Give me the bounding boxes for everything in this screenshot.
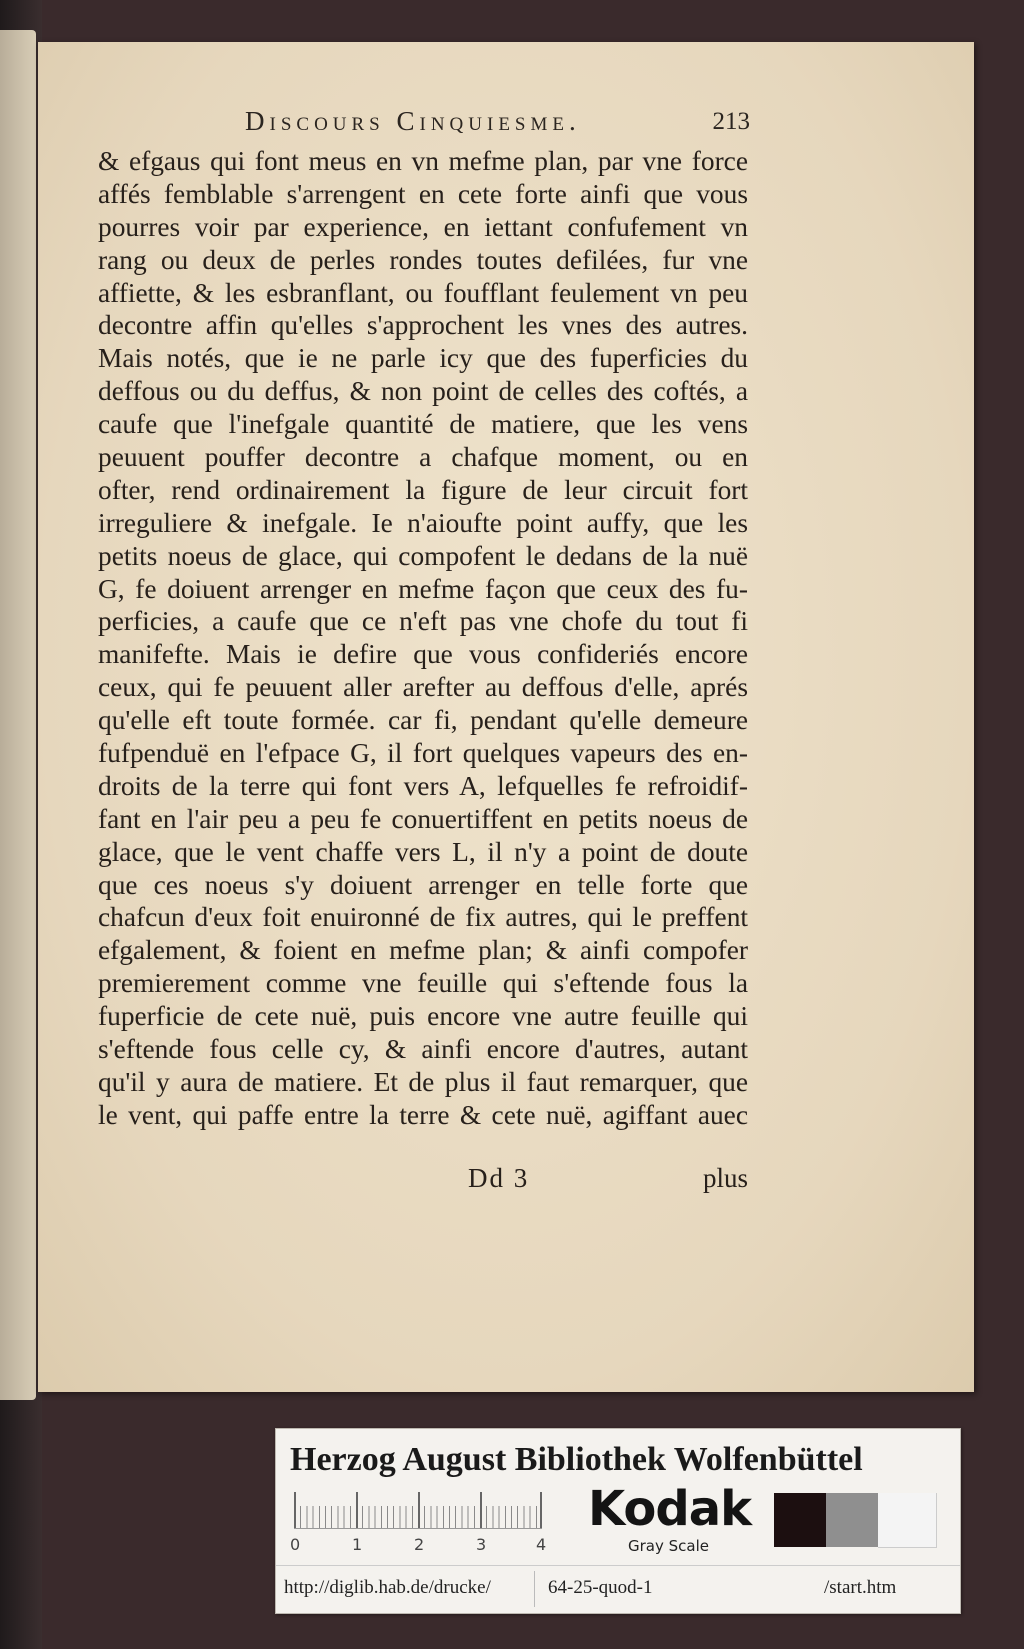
text-line: ceux, qui fe peuuent aller arefter au deffous d'elle, aprés [98, 672, 748, 703]
text-line: glace, que le vent chaffe vers L, il n'y a point de doute [98, 836, 748, 867]
text-line: peuuent pouffer decontre a chafque moment, ou en [98, 442, 748, 473]
catchword: plus [702, 1163, 748, 1193]
ruler-number: 2 [414, 1535, 425, 1554]
text-line: affés femblable s'arrengent en cete forte ainfi que vous [98, 178, 748, 209]
text-line: s'eftende fous celle cy, & ainfi encore d'autres, autant [98, 1034, 748, 1065]
text-line: premierement comme vne feuille qui s'eftende fous la [98, 968, 748, 999]
ruler-number: 4 [536, 1535, 547, 1554]
page-footer [98, 1163, 748, 1197]
gray-patch-white [878, 1493, 937, 1548]
ruler-major-tick [540, 1492, 542, 1528]
gray-patch-black [774, 1493, 826, 1547]
url-base: http://diglib.hab.de/drucke/ [284, 1577, 491, 1598]
body-text [98, 145, 748, 1132]
text-line: rang ou deux de perles rondes toutes defilées, fur vne [98, 244, 748, 275]
previous-page-edge [0, 30, 36, 1400]
ruler-numbers [290, 1535, 550, 1557]
text-line: que ces noeus s'y doiuent arrenger en telle forte que [98, 869, 748, 900]
ruler-major-tick [356, 1492, 358, 1528]
ruler-number: 1 [352, 1535, 363, 1554]
text-line: caufe que l'inefgale quantité de matiere, que les vens [98, 409, 748, 440]
scale-ruler [294, 1492, 542, 1529]
kodak-logo: Kodak [588, 1481, 751, 1537]
card-divider [276, 1565, 960, 1566]
text-line: petits noeus de glace, qui compofent le dedans de la nuë [98, 540, 748, 571]
running-header [245, 106, 750, 140]
ruler-number: 0 [290, 1535, 301, 1554]
ruler-major-tick [418, 1492, 420, 1528]
text-line: & efgaus qui font meus en vn mefme plan, par vne force [98, 146, 748, 176]
library-color-card [275, 1428, 961, 1614]
text-line: fufpenduë en l'efpace G, il fort quelques vapeurs des en- [98, 738, 748, 769]
header-title: Discours Cinquiesme. [245, 106, 581, 136]
gray-patch-mid [826, 1493, 878, 1547]
shelfmark: 64-25-quod-1 [548, 1577, 653, 1598]
text-line: qu'il y aura de matiere. Et de plus il faut remarquer, que [98, 1066, 748, 1097]
ruler-major-tick [480, 1492, 482, 1528]
text-line: le vent, qui paffe entre la terre & cete nuë, agiffant auec [98, 1099, 748, 1130]
text-line: fant en l'air peu a peu fe conuertiffent en petits noeus de [98, 803, 748, 834]
text-line: chafcun d'eux foit enuironné de fix autres, qui le preffent [98, 902, 748, 933]
text-line: deffous ou du deffus, & non point de celles des coftés, a [98, 376, 748, 407]
text-line: Mais notés, que ie ne parle icy que des fuperficies du [98, 343, 748, 374]
text-line: efgalement, & foient en mefme plan; & ainfi compofer [98, 935, 748, 966]
text-line: manifefte. Mais ie defire que vous confideriés encore [98, 639, 748, 670]
text-line: decontre affin qu'elles s'approchent les vnes des autres. [98, 310, 748, 341]
ruler-major-tick [294, 1492, 296, 1528]
ruler-number: 3 [476, 1535, 487, 1554]
text-line: fuperficie de cete nuë, puis encore vne autre feuille qui [98, 1001, 748, 1032]
text-line: droits de la terre qui font vers A, lefquelles fe refroidif- [98, 770, 748, 801]
text-line: qu'elle eft toute formée. car fi, pendant qu'elle demeure [98, 705, 748, 736]
text-line: ofter, rend ordinairement la figure de leur circuit fort [98, 474, 748, 505]
url-separator [534, 1571, 535, 1607]
text-line: irreguliere & inefgale. Ie n'aioufte point auffy, que les [98, 507, 748, 538]
library-name: Herzog August Bibliothek Wolfenbüttel [290, 1441, 863, 1478]
gray-scale-label: Gray Scale [628, 1537, 709, 1555]
url-row [276, 1571, 960, 1607]
text-line: G, fe doiuent arrenger en mefme façon que ceux des fu- [98, 573, 748, 604]
text-line: affiette, & les esbranflant, ou foufflant feulement vn peu [98, 277, 748, 308]
url-end: /start.htm [824, 1577, 897, 1598]
text-line: pourres voir par experience, en iettant confufement vn [98, 211, 748, 242]
page-number: 213 [712, 108, 750, 135]
text-line: perficies, a caufe que ce n'eft pas vne chofe du tout fi [98, 606, 748, 637]
signature-mark: Dd 3 [468, 1163, 530, 1193]
